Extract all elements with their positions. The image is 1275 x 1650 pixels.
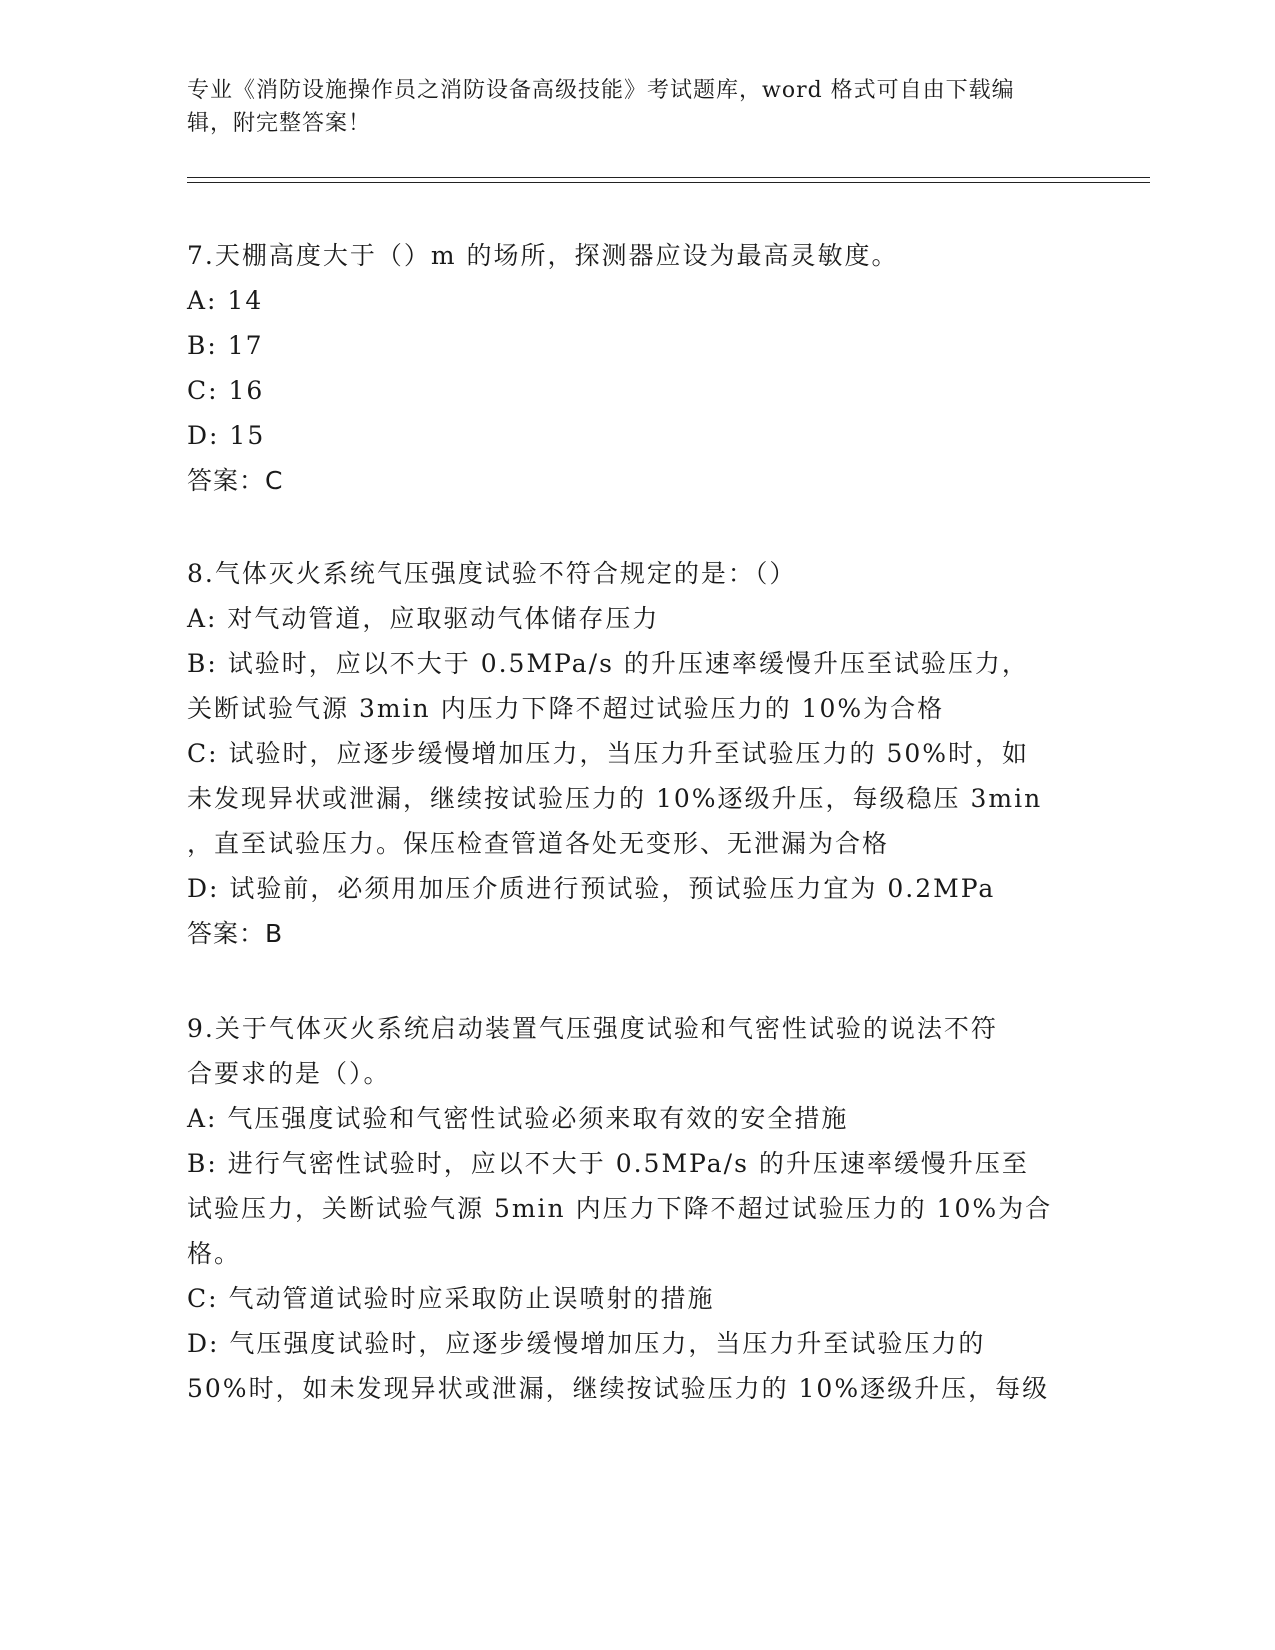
question-7-stem: 7.天棚高度大于（）m 的场所，探测器应设为最高灵敏度。 xyxy=(187,241,899,270)
question-8-option-c-cont-2: ，直至试验压力。保压检查管道各处无变形、无泄漏为合格 xyxy=(187,829,890,858)
question-7-option-a: A: 14 xyxy=(187,286,264,315)
question-9-option-b-cont: 试验压力，关断试验气源 5min 内压力下降不超过试验压力的 10%为合 xyxy=(187,1194,1053,1223)
question-9-option-d: D: 气压强度试验时，应逐步缓慢增加压力，当压力升至试验压力的 xyxy=(187,1329,986,1358)
question-8 xyxy=(187,551,1067,956)
question-7-option-c: C: 16 xyxy=(187,376,265,405)
question-9 xyxy=(187,1006,1067,1411)
header-divider-top xyxy=(187,177,1150,178)
question-7-option-d: D: 15 xyxy=(187,421,266,450)
question-7-option-b: B: 17 xyxy=(187,331,264,360)
question-9-stem-cont: 合要求的是（）。 xyxy=(187,1059,391,1088)
question-8-option-b-cont: 关断试验气源 3min 内压力下降不超过试验压力的 10%为合格 xyxy=(187,694,945,723)
question-8-option-d: D: 试验前，必须用加压介质进行预试验，预试验压力宜为 0.2MPa xyxy=(187,874,996,903)
question-9-option-c: C: 气动管道试验时应采取防止误喷射的措施 xyxy=(187,1284,715,1313)
question-8-option-c-cont: 未发现异状或泄漏，继续按试验压力的 10%逐级升压，每级稳压 3min xyxy=(187,784,1043,813)
header-divider-bottom xyxy=(187,182,1150,183)
header-line-2: 辑，附完整答案！ xyxy=(187,111,372,136)
question-8-answer: 答案：B xyxy=(187,919,284,948)
question-9-option-d-cont: 50%时，如未发现异状或泄漏，继续按试验压力的 10%逐级升压，每级 xyxy=(187,1374,1050,1403)
question-9-option-b: B: 进行气密性试验时，应以不大于 0.5MPa/s 的升压速率缓慢升压至 xyxy=(187,1149,1029,1178)
question-9-option-b-cont-2: 格。 xyxy=(187,1239,242,1268)
header-line-1: 专业《消防设施操作员之消防设备高级技能》考试题库，word 格式可自由下载编 xyxy=(187,78,1015,103)
question-9-stem: 9.关于气体灭火系统启动装置气压强度试验和气密性试验的说法不符 xyxy=(187,1014,998,1043)
question-7-answer: 答案：C xyxy=(187,466,284,495)
question-7 xyxy=(187,233,1067,503)
question-8-stem: 8.气体灭火系统气压强度试验不符合规定的是：（） xyxy=(187,559,797,588)
document-header xyxy=(187,74,1067,140)
question-9-option-a: A: 气压强度试验和气密性试验必须来取有效的安全措施 xyxy=(187,1104,849,1133)
question-8-option-c: C: 试验时，应逐步缓慢增加压力，当压力升至试验压力的 50%时，如 xyxy=(187,739,1030,768)
question-8-option-b: B: 试验时，应以不大于 0.5MPa/s 的升压速率缓慢升压至试验压力， xyxy=(187,649,1029,678)
question-8-option-a: A: 对气动管道，应取驱动气体储存压力 xyxy=(187,604,660,633)
